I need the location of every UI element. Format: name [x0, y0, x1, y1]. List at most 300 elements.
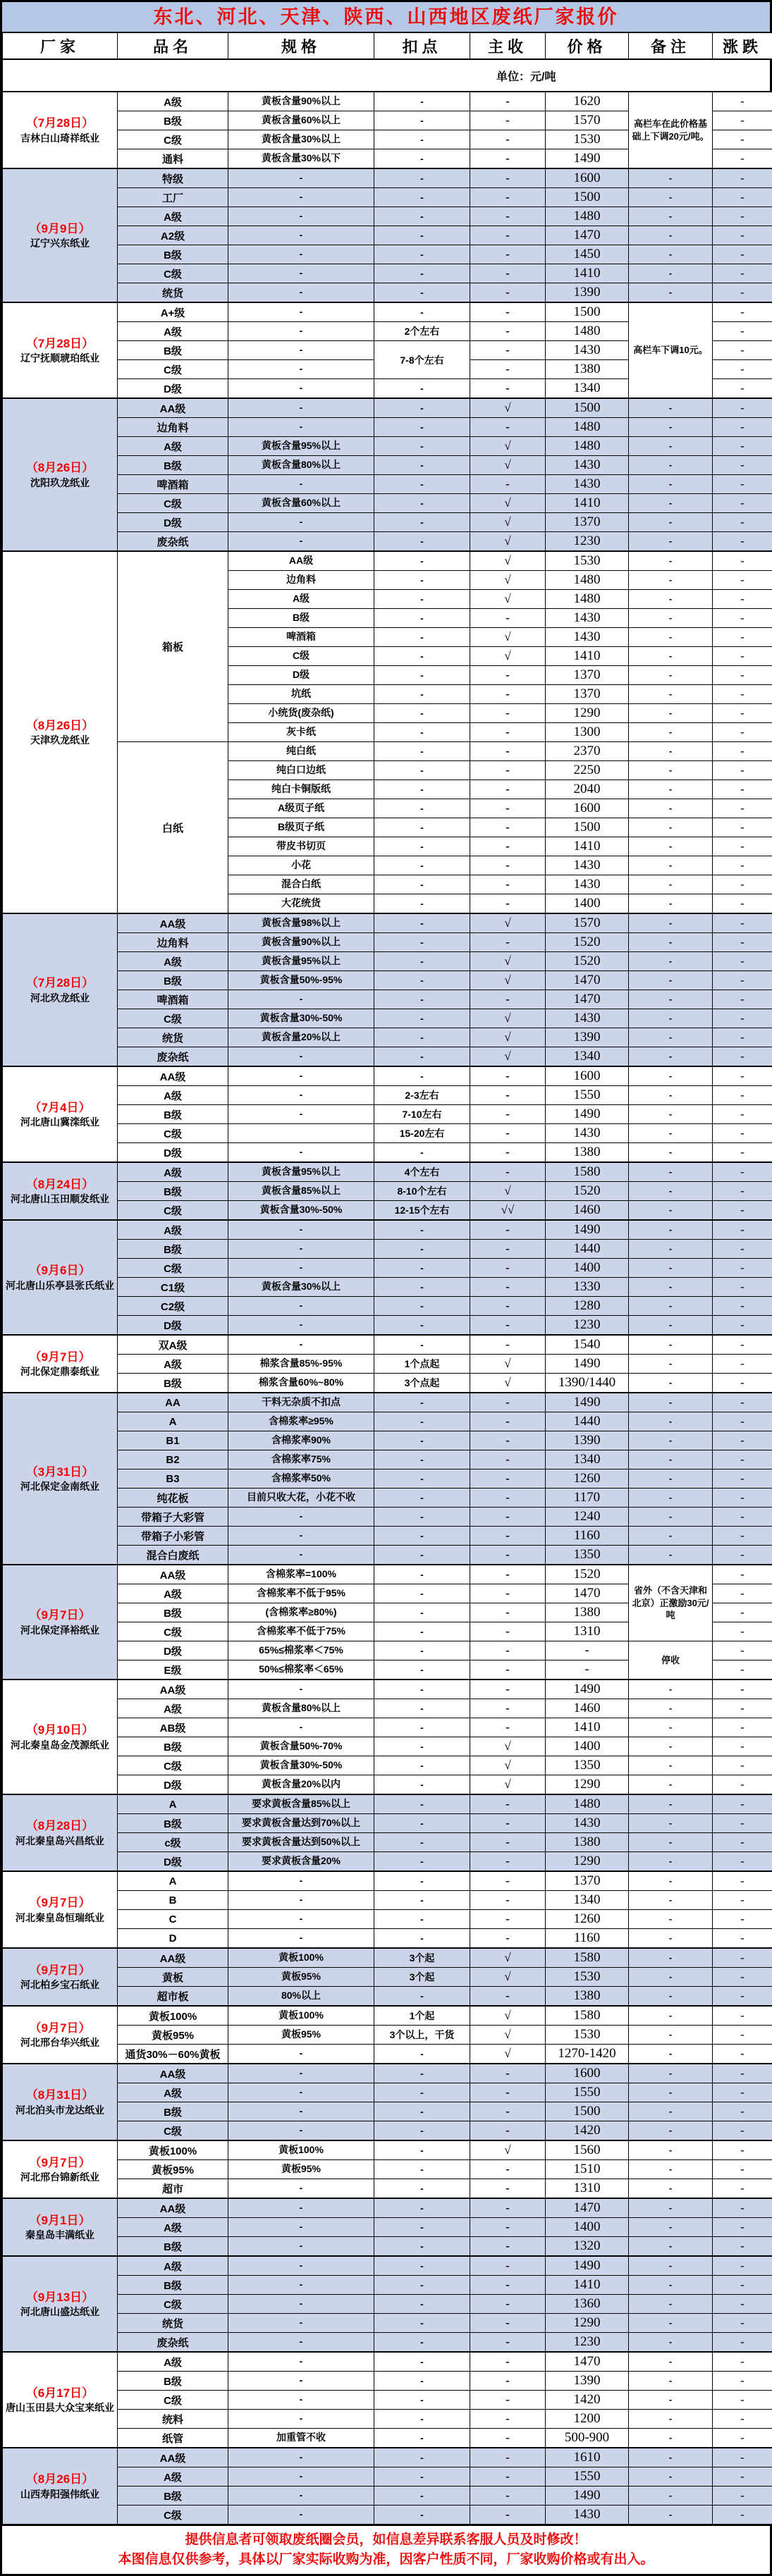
change-cell: -	[713, 1489, 772, 1508]
price-cell: 1500	[546, 818, 629, 837]
remark-cell: -	[629, 913, 713, 933]
deduct-cell: -	[374, 1680, 470, 1699]
main-cell: √	[470, 398, 546, 418]
price-cell: 1480	[546, 590, 629, 609]
factory-name: 河北保定泽裕纸业	[5, 1624, 115, 1637]
spec-cell: 混合白纸	[228, 875, 374, 894]
remark-cell: -	[629, 1680, 713, 1699]
remark-cell: -	[629, 742, 713, 761]
remark-cell: -	[629, 2352, 713, 2372]
main-cell: -	[470, 2506, 546, 2525]
deduct-cell: -	[374, 226, 470, 245]
remark-cell: -	[629, 2218, 713, 2237]
spec-cell: -	[228, 1546, 374, 1565]
grade-cell: B级	[118, 456, 228, 475]
factory-name: 沈阳玖龙纸业	[5, 476, 115, 489]
deduct-cell: -	[374, 1393, 470, 1412]
table-row	[3, 952, 772, 971]
unit-note: 单位：元/吨	[3, 59, 772, 92]
table-row	[3, 1718, 772, 1737]
remark-cell: -	[629, 245, 713, 264]
spec-cell: 黄板含量20%以内	[228, 1775, 374, 1795]
grade-cell: 通货30%－60%黄板	[118, 2045, 228, 2064]
table-row	[3, 1374, 772, 1393]
remark-cell: -	[629, 1259, 713, 1278]
spec-cell: 含棉浆率=100%	[228, 1565, 374, 1584]
spec-cell: -	[228, 2276, 374, 2295]
table-row	[3, 1431, 772, 1450]
grade-cell: D级	[118, 513, 228, 532]
change-cell: -	[713, 1622, 772, 1641]
spec-cell: 黄板含量95%以上	[228, 437, 374, 456]
deduct-cell: -	[374, 590, 470, 609]
quote-date: （8月28日）	[5, 1818, 115, 1833]
price-table	[2, 32, 772, 2525]
grade-cell: 废杂纸	[118, 532, 228, 552]
price-cell: 1610	[546, 2448, 629, 2467]
table-row	[3, 2218, 772, 2237]
price-cell: 1380	[546, 1987, 629, 2007]
deduct-cell: -	[374, 647, 470, 666]
deduct-cell: 4个左右	[374, 1162, 470, 1182]
main-cell: √	[470, 971, 546, 990]
change-cell: -	[713, 437, 772, 456]
change-cell: -	[713, 1660, 772, 1680]
table-row	[3, 2333, 772, 2353]
main-cell: -	[470, 1431, 546, 1450]
remark-cell: -	[629, 226, 713, 245]
table-row	[3, 971, 772, 990]
main-cell: -	[470, 837, 546, 856]
grade-cell: A	[118, 1871, 228, 1891]
factory-name: 河北唐山冀滦纸业	[5, 1116, 115, 1128]
spec-cell: 黄板含量60%以上	[228, 111, 374, 130]
category-cell: 箱板	[118, 551, 228, 742]
column-header-1: 品名	[118, 33, 228, 60]
main-cell: √	[470, 2140, 546, 2160]
grade-cell: 统货	[118, 2314, 228, 2333]
quote-date: （8月31日）	[5, 2088, 115, 2102]
main-cell: -	[470, 1546, 546, 1565]
spec-cell: -	[228, 302, 374, 322]
main-cell: √	[470, 456, 546, 475]
factory-cell	[3, 398, 118, 551]
main-cell: -	[470, 130, 546, 149]
spec-cell: -	[228, 2333, 374, 2353]
change-cell: -	[713, 1009, 772, 1028]
price-cell: 1480	[546, 437, 629, 456]
deduct-cell: 1个点起	[374, 1355, 470, 1374]
main-cell: -	[470, 1641, 546, 1660]
remark-cell: -	[629, 1066, 713, 1086]
remark-cell: -	[629, 1182, 713, 1201]
grade-cell: A级	[118, 322, 228, 341]
table-row	[3, 207, 772, 226]
remark-cell: -	[629, 818, 713, 837]
table-row	[3, 264, 772, 283]
change-cell: -	[713, 647, 772, 666]
spec-cell: (含棉浆率≥80%)	[228, 1603, 374, 1622]
main-cell: -	[470, 609, 546, 628]
deduct-cell: -	[374, 283, 470, 303]
change-cell: -	[713, 398, 772, 418]
change-cell: -	[713, 1355, 772, 1374]
main-cell: -	[470, 92, 546, 111]
remark-cell: -	[629, 2314, 713, 2333]
remark-cell: -	[629, 1891, 713, 1910]
spec-cell: 黄板95%	[228, 1968, 374, 1987]
quote-date: （8月26日）	[5, 2472, 115, 2486]
change-cell: -	[713, 1469, 772, 1489]
price-cell: 1430	[546, 475, 629, 494]
change-cell: -	[713, 1124, 772, 1143]
remark-cell: -	[629, 532, 713, 552]
remark-cell: -	[629, 1047, 713, 1067]
spec-cell: -	[228, 1259, 374, 1278]
table-row	[3, 2506, 772, 2525]
change-cell: -	[713, 1335, 772, 1355]
spec-cell: 要求黄板含量20%	[228, 1852, 374, 1872]
change-cell: -	[713, 2352, 772, 2372]
table-row	[3, 2198, 772, 2218]
factory-cell	[3, 1335, 118, 1393]
main-cell: -	[470, 207, 546, 226]
remark-cell: -	[629, 2064, 713, 2083]
price-cell: 1160	[546, 1527, 629, 1546]
deduct-cell: -	[374, 2486, 470, 2506]
main-cell: -	[470, 2237, 546, 2257]
deduct-cell: -	[374, 1278, 470, 1297]
main-cell: -	[470, 2391, 546, 2410]
grade-cell: AA级	[118, 913, 228, 933]
change-cell: -	[713, 1393, 772, 1412]
price-cell: 1430	[546, 856, 629, 875]
main-cell: -	[470, 799, 546, 818]
factory-cell	[3, 1794, 118, 1871]
remark-cell: -	[629, 475, 713, 494]
deduct-cell: 12-15个左右	[374, 1201, 470, 1221]
price-cell: 1490	[546, 1355, 629, 1374]
factory-cell	[3, 1220, 118, 1335]
main-cell: -	[470, 2083, 546, 2102]
spec-cell: -	[228, 2102, 374, 2121]
factory-name: 河北保定金南纸业	[5, 1480, 115, 1493]
price-cell: -	[546, 1660, 629, 1680]
change-cell: -	[713, 1833, 772, 1852]
table-row	[3, 2391, 772, 2410]
change-cell: -	[713, 666, 772, 685]
spec-cell: -	[228, 2486, 374, 2506]
grade-cell: 黄板95%	[118, 2026, 228, 2045]
deduct-cell: -	[374, 207, 470, 226]
change-cell: -	[713, 894, 772, 914]
remark-cell: -	[629, 494, 713, 513]
grade-cell: B级	[118, 2276, 228, 2295]
remark-cell: -	[629, 894, 713, 914]
price-cell: 1550	[546, 2467, 629, 2486]
main-cell: -	[470, 818, 546, 837]
change-cell: -	[713, 1162, 772, 1182]
factory-name: 河北保定鼎泰纸业	[5, 1365, 115, 1378]
main-cell: √	[470, 1182, 546, 1201]
grade-cell: B2	[118, 1450, 228, 1469]
change-cell: -	[713, 742, 772, 761]
deduct-cell: -	[374, 2314, 470, 2333]
change-cell: -	[713, 532, 772, 552]
main-cell: -	[470, 1240, 546, 1259]
main-cell: -	[470, 1450, 546, 1469]
deduct-cell: -	[374, 1910, 470, 1929]
price-cell: 1240	[546, 1508, 629, 1527]
main-cell: -	[470, 1527, 546, 1546]
table-row	[3, 1891, 772, 1910]
main-cell: -	[470, 2429, 546, 2448]
change-cell: -	[713, 990, 772, 1009]
remark-cell: -	[629, 1968, 713, 1987]
factory-cell	[3, 1948, 118, 2006]
spec-cell: -	[228, 1718, 374, 1737]
main-cell: -	[470, 1124, 546, 1143]
grade-cell: C级	[118, 1124, 228, 1143]
factory-cell	[3, 2352, 118, 2448]
deduct-cell: -	[374, 398, 470, 418]
main-cell: √	[470, 551, 546, 571]
remark-cell: -	[629, 799, 713, 818]
price-cell: 1430	[546, 609, 629, 628]
grade-cell: B级	[118, 971, 228, 990]
spec-cell: 黄板含量30%以下	[228, 149, 374, 169]
spec-cell: -	[228, 2314, 374, 2333]
remark-cell: -	[629, 1240, 713, 1259]
grade-cell: 纯花板	[118, 1489, 228, 1508]
table-row	[3, 1469, 772, 1489]
spec-cell: -	[228, 2448, 374, 2467]
spec-cell: -	[228, 2064, 374, 2083]
change-cell: -	[713, 952, 772, 971]
spec-cell: 黄板95%	[228, 2026, 374, 2045]
grade-cell: B级	[118, 1182, 228, 1201]
remark-cell: -	[629, 971, 713, 990]
price-cell: 1500	[546, 398, 629, 418]
spec-cell: -	[228, 1297, 374, 1316]
spec-cell: 加重管不收	[228, 2429, 374, 2448]
main-cell: √	[470, 1355, 546, 1374]
deduct-cell: 8-10个左右	[374, 1182, 470, 1201]
change-cell: -	[713, 1968, 772, 1987]
grade-cell: 超市	[118, 2179, 228, 2199]
remark-cell: -	[629, 1297, 713, 1316]
main-cell: -	[470, 2121, 546, 2141]
remark-cell: -	[629, 2333, 713, 2353]
remark-cell: -	[629, 1852, 713, 1872]
main-cell: -	[470, 1699, 546, 1718]
factory-name: 河北邢台锦新纸业	[5, 2171, 115, 2183]
remark-cell: -	[629, 2198, 713, 2218]
table-row	[3, 990, 772, 1009]
price-cell: 1540	[546, 1335, 629, 1355]
column-header-5: 价格	[546, 33, 629, 60]
quote-date: （7月28日）	[5, 336, 115, 351]
grade-cell: A级	[118, 92, 228, 111]
price-cell: 1520	[546, 1182, 629, 1201]
deduct-cell: -	[374, 837, 470, 856]
deduct-cell: -	[374, 111, 470, 130]
grade-cell: A级	[118, 437, 228, 456]
grade-cell: 通料	[118, 149, 228, 169]
table-row	[3, 2276, 772, 2295]
price-cell: 1410	[546, 494, 629, 513]
change-cell: -	[713, 168, 772, 188]
deduct-cell: -	[374, 1469, 470, 1489]
price-cell: 1530	[546, 551, 629, 571]
main-cell: -	[470, 2198, 546, 2218]
remark-cell: -	[629, 2295, 713, 2314]
table-row	[3, 1009, 772, 1028]
price-cell: 1430	[546, 2506, 629, 2525]
main-cell: √	[470, 1047, 546, 1067]
factory-name: 秦皇岛丰满纸业	[5, 2229, 115, 2241]
main-cell: -	[470, 1987, 546, 2007]
spec-cell: 黄板95%	[228, 2160, 374, 2179]
table-row	[3, 1259, 772, 1278]
change-cell: -	[713, 723, 772, 742]
grade-cell: C级	[118, 1756, 228, 1775]
table-row	[3, 1680, 772, 1699]
change-cell: -	[713, 1891, 772, 1910]
main-cell: -	[470, 245, 546, 264]
table-row	[3, 1948, 772, 1968]
grade-cell: C级	[118, 360, 228, 379]
grade-cell: 黄板	[118, 1968, 228, 1987]
grade-cell: E级	[118, 1660, 228, 1680]
price-cell: 1550	[546, 1086, 629, 1105]
deduct-cell: -	[374, 704, 470, 723]
change-cell: -	[713, 1814, 772, 1833]
change-cell: -	[713, 1182, 772, 1201]
grade-cell: 废杂纸	[118, 1047, 228, 1067]
spec-cell: -	[228, 1891, 374, 1910]
main-cell: -	[470, 1680, 546, 1699]
grade-cell: A级	[118, 2218, 228, 2237]
grade-cell: C级	[118, 1009, 228, 1028]
deduct-cell: -	[374, 1047, 470, 1067]
main-cell: √	[470, 952, 546, 971]
change-cell: -	[713, 418, 772, 437]
price-cell: 1470	[546, 2352, 629, 2372]
spec-cell: -	[228, 2410, 374, 2429]
table-row	[3, 913, 772, 933]
deduct-cell: -	[374, 2352, 470, 2372]
change-cell: -	[713, 628, 772, 647]
deduct-cell: 2个左右	[374, 322, 470, 341]
price-cell: 2040	[546, 780, 629, 799]
spec-cell: -	[228, 1066, 374, 1086]
change-cell: -	[713, 341, 772, 360]
price-cell: 1490	[546, 1105, 629, 1124]
grade-cell: C级	[118, 2391, 228, 2410]
spec-cell: 80%以上	[228, 1987, 374, 2007]
grade-cell: A级	[118, 1699, 228, 1718]
remark-cell: -	[629, 1278, 713, 1297]
price-cell: 1320	[546, 2237, 629, 2257]
deduct-cell: -	[374, 685, 470, 704]
spec-cell: 黄板含量90%以上	[228, 933, 374, 952]
factory-name: 河北秦皇岛兴昌纸业	[5, 1835, 115, 1847]
main-cell: -	[470, 1929, 546, 1949]
spec-cell: 黄板含量98%以上	[228, 913, 374, 933]
change-cell: -	[713, 2429, 772, 2448]
main-cell: -	[470, 1910, 546, 1929]
table-row	[3, 1297, 772, 1316]
deduct-cell: -	[374, 742, 470, 761]
remark-cell: -	[629, 2140, 713, 2160]
change-cell: -	[713, 2448, 772, 2467]
main-cell: -	[470, 1086, 546, 1105]
deduct-cell: -	[374, 1240, 470, 1259]
deduct-cell: -	[374, 1833, 470, 1852]
deduct-cell: -	[374, 1316, 470, 1336]
grade-cell: 带箱子小彩管	[118, 1527, 228, 1546]
price-cell: 1460	[546, 1699, 629, 1718]
deduct-cell: -	[374, 1143, 470, 1163]
change-cell: -	[713, 1201, 772, 1221]
price-cell: 1430	[546, 341, 629, 360]
price-cell: 1260	[546, 1910, 629, 1929]
deduct-cell: -	[374, 723, 470, 742]
price-cell: 1480	[546, 1794, 629, 1814]
price-cell: 1380	[546, 1833, 629, 1852]
main-cell: -	[470, 1162, 546, 1182]
change-cell: -	[713, 1775, 772, 1795]
price-cell: 1520	[546, 952, 629, 971]
spec-cell: -	[228, 245, 374, 264]
remark-cell: -	[629, 1393, 713, 1412]
remark-cell: -	[629, 1775, 713, 1795]
main-cell: -	[470, 780, 546, 799]
spec-cell: 黄板含量30%-50%	[228, 1756, 374, 1775]
remark-cell: -	[629, 2237, 713, 2257]
change-cell: -	[713, 1929, 772, 1949]
main-cell: √	[470, 628, 546, 647]
grade-cell: B	[118, 1891, 228, 1910]
main-cell: √	[470, 913, 546, 933]
spec-cell: 黄板含量50%-70%	[228, 1737, 374, 1756]
main-cell: -	[470, 2314, 546, 2333]
table-row	[3, 1412, 772, 1431]
quote-date: （9月7日）	[5, 1895, 115, 1910]
price-cell: 1440	[546, 1412, 629, 1431]
table-row	[3, 2256, 772, 2276]
remark-cell: -	[629, 2276, 713, 2295]
price-cell: 1430	[546, 875, 629, 894]
spec-cell: -	[228, 1143, 374, 1163]
grade-cell: C级	[118, 2295, 228, 2314]
spec-cell: 黄板含量50%-95%	[228, 971, 374, 990]
change-cell: -	[713, 2467, 772, 2486]
remark-cell: -	[629, 1086, 713, 1105]
deduct-cell: -	[374, 2198, 470, 2218]
factory-cell	[3, 1393, 118, 1565]
deduct-cell: -	[374, 2121, 470, 2141]
quote-date: （9月7日）	[5, 2155, 115, 2170]
remark-cell: -	[629, 1009, 713, 1028]
spec-cell: -	[228, 1527, 374, 1546]
table-row	[3, 1450, 772, 1469]
grade-cell: C级	[118, 1622, 228, 1641]
grade-cell: 黄板100%	[118, 2140, 228, 2160]
spec-cell: -	[228, 226, 374, 245]
change-cell: -	[713, 590, 772, 609]
